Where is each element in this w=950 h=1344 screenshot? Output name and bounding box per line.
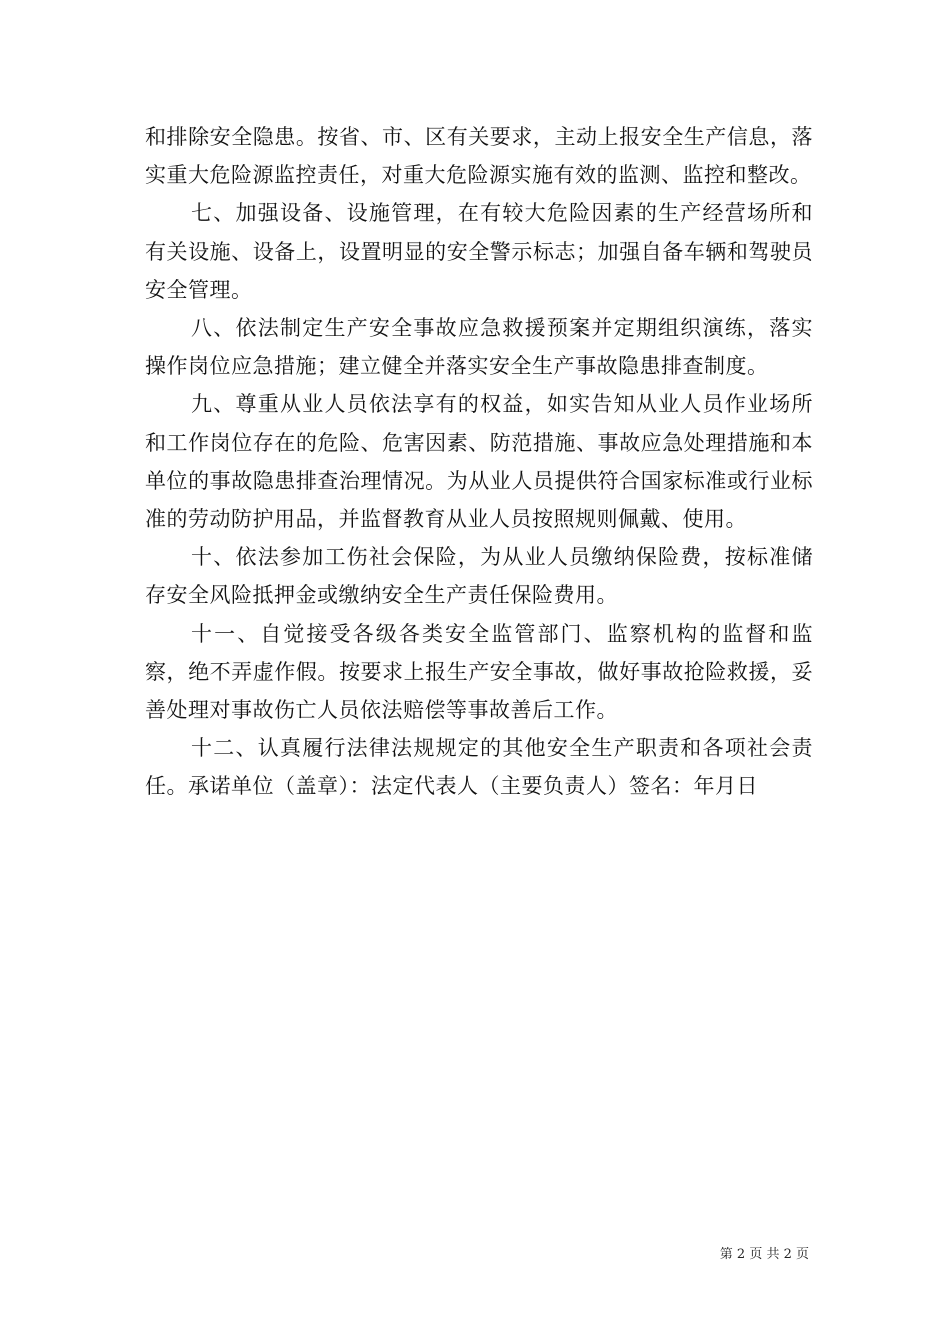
page-number: 第 2 页 共 2 页 <box>719 1247 809 1262</box>
paragraph-item-8: 八、依法制定生产安全事故应急救援预案并定期组织演练，落实操作岗位应急措施；建立健全并落实安全生产事故隐患排查制度。 <box>145 316 813 379</box>
paragraph-continuation: 和排除安全隐患。按省、市、区有关要求，主动上报安全生产信息，落实重大危险源监控责任，对重大危险源实施有效的监测、监控和整改。 <box>145 125 813 188</box>
paragraph-item-12: 十二、认真履行法律法规规定的其他安全生产职责和各项社会责任。承诺单位（盖章）：法定代表人（主要负责人）签名：年月日 <box>145 736 813 799</box>
paragraph-item-10: 十、依法参加工伤社会保险，为从业人员缴纳保险费，按标准储存安全风险抵押金或缴纳安全生产责任保险费用。 <box>145 545 813 608</box>
document-body <box>145 118 813 806</box>
paragraph-item-9: 九、尊重从业人员依法享有的权益，如实告知从业人员作业场所和工作岗位存在的危险、危害因素、防范措施、事故应急处理措施和本单位的事故隐患排查治理情况。为从业人员提供符合国家标准或行业标准的劳动防护用品，并监督教育从业人员按照规则佩戴、使用。 <box>145 392 813 532</box>
paragraph-item-7: 七、加强设备、设施管理，在有较大危险因素的生产经营场所和有关设施、设备上，设置明显的安全警示标志；加强自备车辆和驾驶员安全管理。 <box>145 201 813 302</box>
paragraph-item-11: 十一、自觉接受各级各类安全监管部门、监察机构的监督和监察，绝不弄虚作假。按要求上报生产安全事故，做好事故抢险救援，妥善处理对事故伤亡人员依法赔偿等事故善后工作。 <box>145 621 813 723</box>
